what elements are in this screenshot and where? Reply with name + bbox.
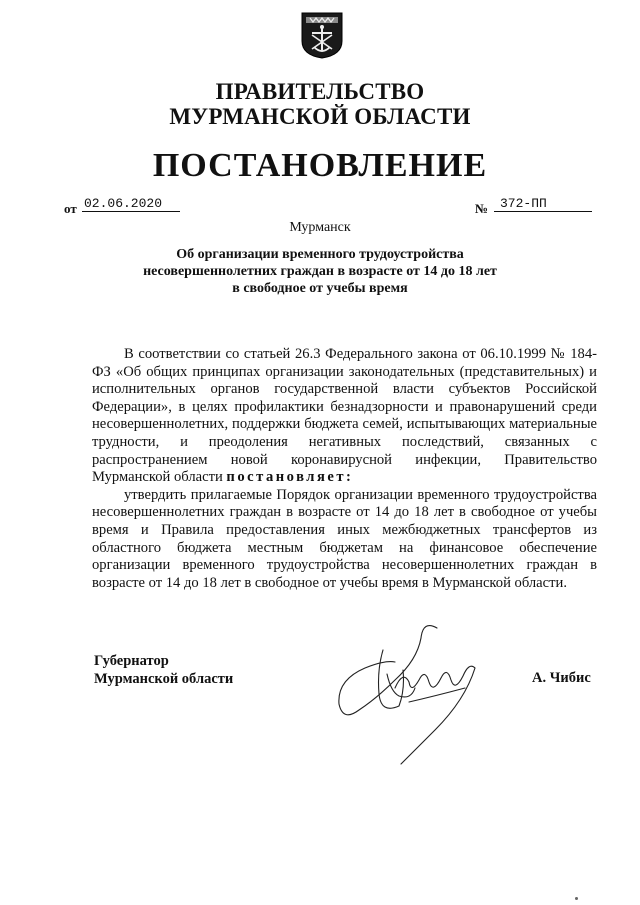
- city-label: Мурманск: [289, 220, 351, 235]
- date-prefix: от: [64, 201, 77, 216]
- signer-title-line1: Губернатор: [94, 653, 169, 669]
- scan-speck: [575, 897, 578, 900]
- document-number: 372-ПП: [494, 196, 592, 212]
- resolution-keyword: постановляет:: [226, 469, 354, 486]
- org-name-line1: ПРАВИТЕЛЬСТВО: [215, 79, 425, 104]
- document-date: 02.06.2020: [82, 196, 180, 212]
- subject-line3: в свободное от учебы время: [232, 281, 408, 296]
- signer-name: А. Чибис: [532, 670, 591, 686]
- signer-title-line2: Мурманской области: [94, 671, 234, 687]
- document-subject: [0, 246, 640, 297]
- number-prefix: №: [475, 201, 489, 216]
- paragraph-1-text: В соответствии со статьей 26.3 Федерального закона от 06.10.1999 № 184-ФЗ «Об общих принципах организации законодательных (представительных) и исполнительных органов государственной власти субъектов Российской Федерации», в целях профилактики безнадзорности и правонарушений среди несовершеннолетних, поддержки бюджета семей, испытывающих материальные трудности, и преодоления негативных последствий, связанных с распространением новой коронавирусной инфекции, Правительство Мурманской области: [92, 346, 597, 486]
- body-paragraph-1: [92, 346, 597, 487]
- signer-title: [94, 652, 233, 688]
- subject-line1: Об организации временного трудоустройства: [176, 247, 464, 262]
- document-body: [92, 346, 597, 592]
- coat-of-arms-icon: [300, 11, 344, 59]
- document-type-title: ПОСТАНОВЛЕНИЕ: [152, 147, 488, 184]
- org-name-line2: МУРМАНСКОЙ ОБЛАСТИ: [169, 104, 471, 129]
- body-paragraph-2: утвердить прилагаемые Порядок организации временного трудоустройства несовершеннолетних граждан в возрасте от 14 до 18 лет в свободное от учебы время и Правила предоставления иных межбюджетных трансфертов из областного бюджета местным бюджетам на финансовое обеспечение организации временного трудоустройства несовершеннолетних граждан в возрасте от 14 до 18 лет в свободное от учебы время в Мурманской области.: [92, 486, 597, 591]
- subject-line2: несовершеннолетних граждан в возрасте от 14 до 18 лет: [143, 264, 497, 279]
- handwritten-signature: [325, 610, 505, 770]
